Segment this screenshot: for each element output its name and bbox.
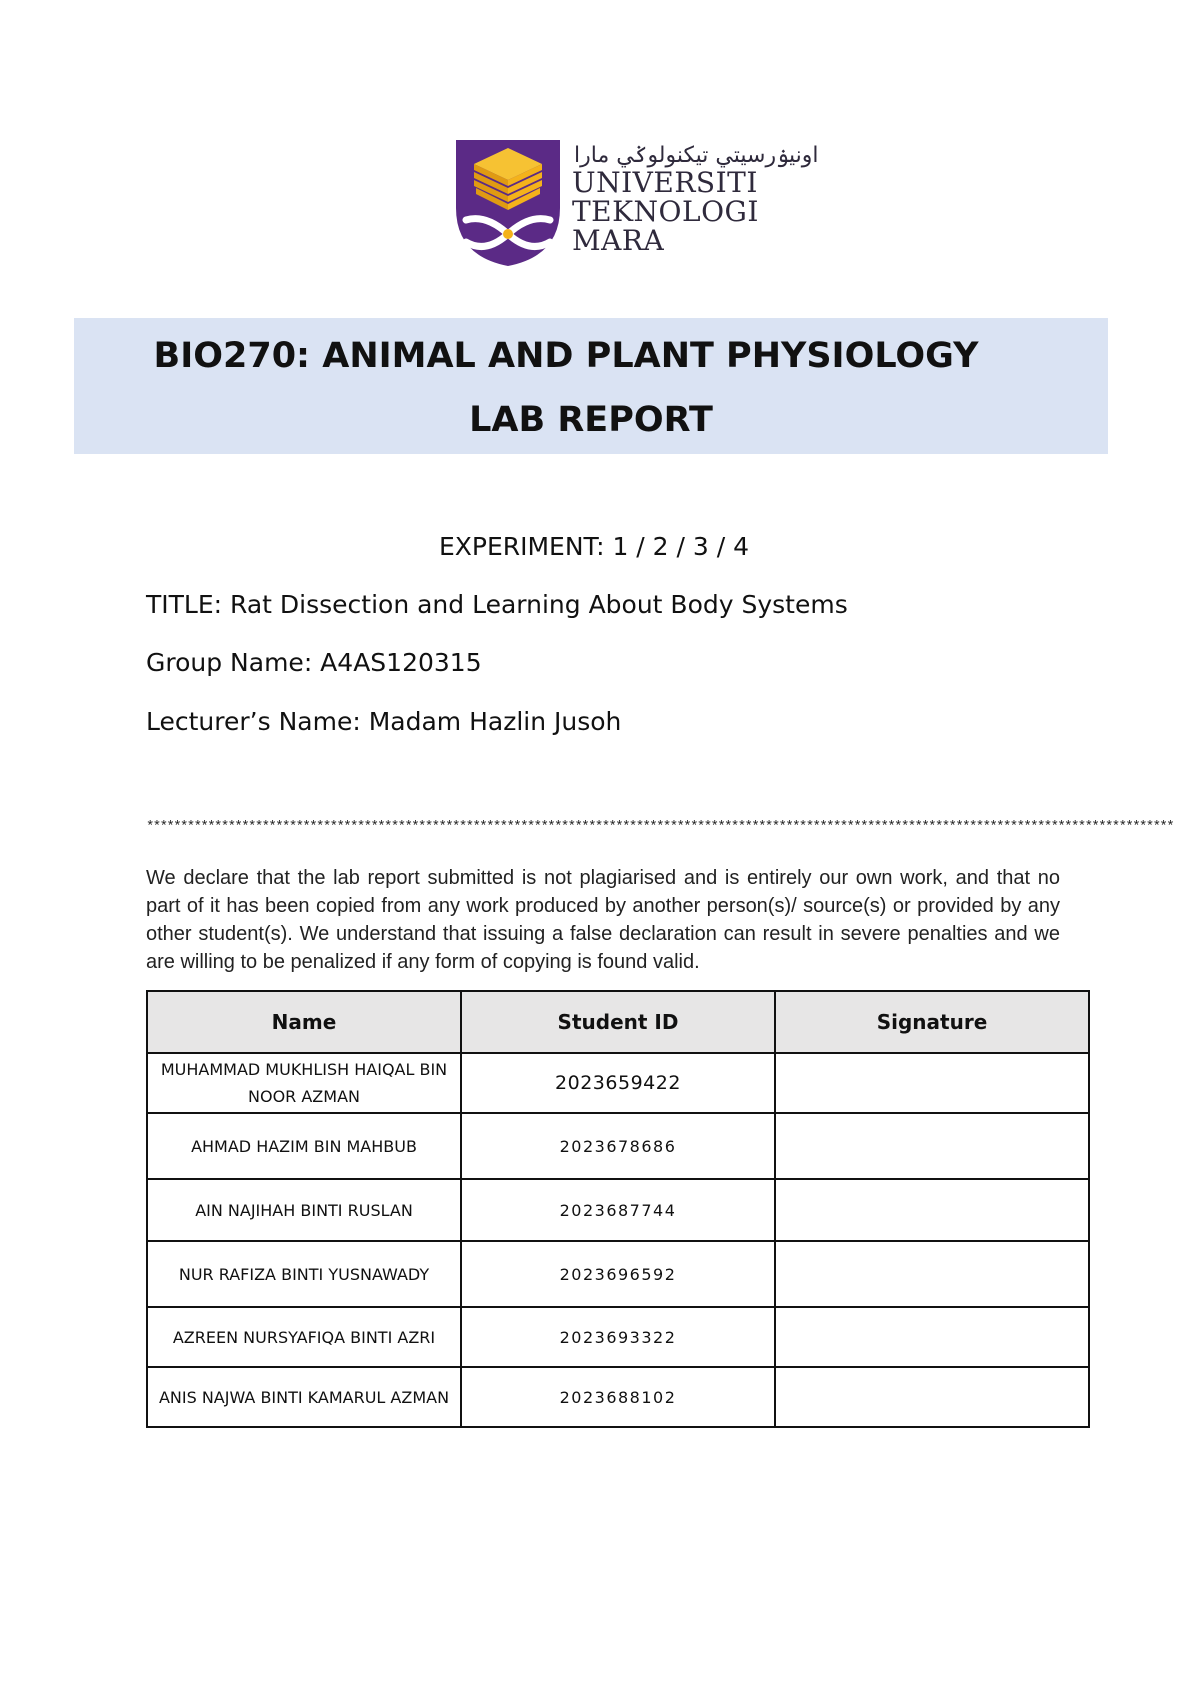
header-name: Name xyxy=(147,991,461,1053)
table-row xyxy=(147,1179,1089,1241)
member-signature xyxy=(775,1053,1089,1113)
lecturer-name-line: Lecturer’s Name: Madam Hazlin Jusoh xyxy=(146,707,622,736)
logo-line-1: UNIVERSITI xyxy=(572,166,758,199)
table-row xyxy=(147,1053,1089,1113)
member-name: MUHAMMAD MUKHLISH HAIQAL BIN NOOR AZMAN xyxy=(147,1053,461,1113)
experiment-line: EXPERIMENT: 1 / 2 / 3 / 4 xyxy=(438,532,750,561)
member-student-id: 2023696592 xyxy=(461,1241,775,1307)
member-signature xyxy=(775,1307,1089,1367)
table-row xyxy=(147,1241,1089,1307)
member-name: AIN NAJIHAH BINTI RUSLAN xyxy=(147,1179,461,1241)
member-student-id: 2023693322 xyxy=(461,1307,775,1367)
member-name: ANIS NAJWA BINTI KAMARUL AZMAN xyxy=(147,1367,461,1427)
member-student-id: 2023687744 xyxy=(461,1179,775,1241)
title-band xyxy=(74,318,1108,454)
table-row xyxy=(147,1307,1089,1367)
member-signature xyxy=(775,1179,1089,1241)
member-signature xyxy=(775,1113,1089,1179)
member-student-id: 2023659422 xyxy=(461,1053,775,1113)
member-student-id: 2023678686 xyxy=(461,1113,775,1179)
course-title: BIO270: ANIMAL AND PLANT PHYSIOLOGY xyxy=(153,336,979,376)
member-signature xyxy=(775,1241,1089,1307)
members-table xyxy=(146,990,1090,1428)
logo-line-2: TEKNOLOGI xyxy=(572,195,759,228)
report-type: LAB REPORT xyxy=(469,400,713,440)
report-title-line: TITLE: Rat Dissection and Learning About Body Systems xyxy=(146,590,848,619)
member-name: NUR RAFIZA BINTI YUSNAWADY xyxy=(147,1241,461,1307)
table-row xyxy=(147,1113,1089,1179)
table-row xyxy=(147,1367,1089,1427)
member-name: AHMAD HAZIM BIN MAHBUB xyxy=(147,1113,461,1179)
table-header-row xyxy=(147,991,1089,1053)
logo-line-3: MARA xyxy=(572,224,665,257)
member-signature xyxy=(775,1367,1089,1427)
member-name: AZREEN NURSYAFIQA BINTI AZRI xyxy=(147,1307,461,1367)
separator-line: ******************************************************************************************************************************************************* xyxy=(146,819,1174,835)
declaration-text: We declare that the lab report submitted is not plagiarised and is entirely our own work, and that no part of it has been copied from any work produced by another person(s)/ source(s) or provided by any other student(s). We understand that issuing a false declaration can result in severe penalties and we are willing to be penalized if any form of copying is found valid. xyxy=(146,867,1060,973)
logo-wordmark xyxy=(572,168,759,255)
group-name-line: Group Name: A4AS120315 xyxy=(146,648,482,677)
logo-arabic-text: اونيۏرسيتي تيكنولوݢي مارا xyxy=(574,143,819,168)
header-student-id: Student ID xyxy=(461,991,775,1053)
header-signature: Signature xyxy=(775,991,1089,1053)
member-student-id: 2023688102 xyxy=(461,1367,775,1427)
